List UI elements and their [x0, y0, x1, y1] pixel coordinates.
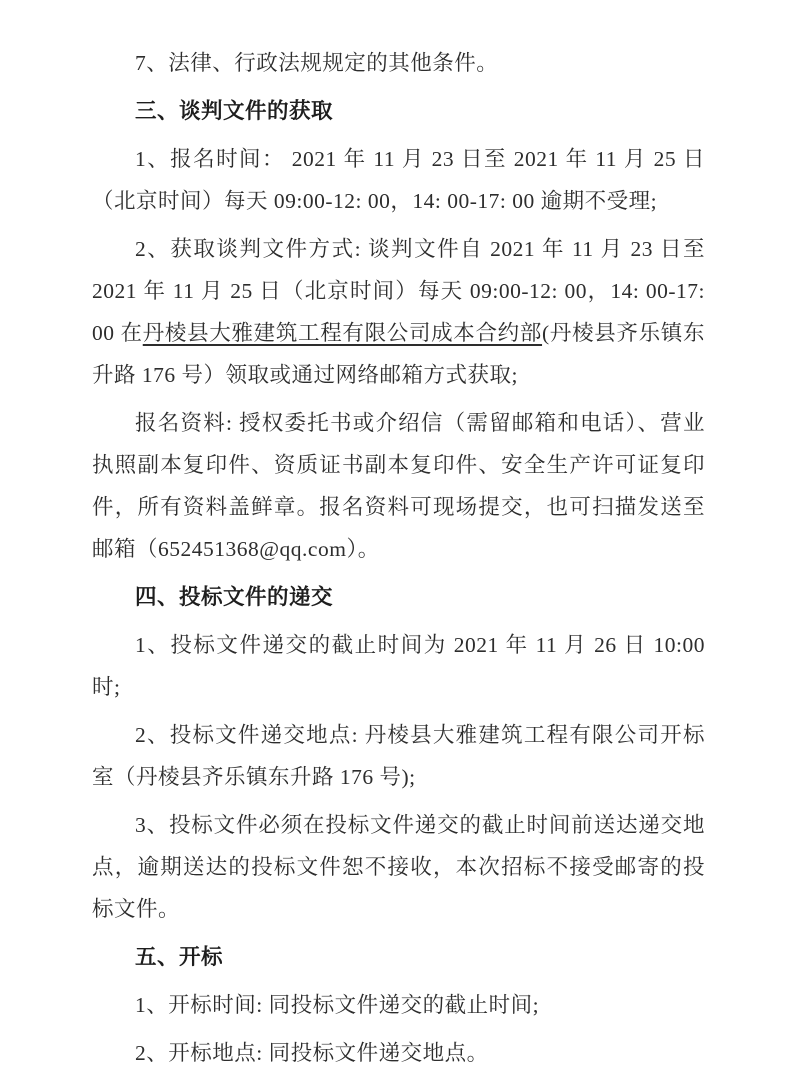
- paragraph-obtain-method: [92, 228, 705, 396]
- paragraph-legal-conditions: 7、法律、行政法规规定的其他条件。: [135, 51, 499, 75]
- paragraph-signup-time: 1、报名时间： 2021 年 11 月 23 日至 2021 年 11 月 25 日（北京时间）每天 09:00-12: 00，14: 00-17: 00 逾期不受理;: [92, 147, 705, 213]
- obtain-method-text-after: (丹棱县齐乐镇东升路 176 号）领取或通过网络邮箱方式获取;: [92, 321, 705, 387]
- paragraph-opening-location: 2、开标地点: 同投标文件递交地点。: [135, 1041, 489, 1065]
- paragraph-opening-time: 1、开标时间: 同投标文件递交的截止时间;: [135, 993, 540, 1017]
- paragraph-submission-deadline: 1、投标文件递交的截止时间为 2021 年 11 月 26 日 10:00 时;: [92, 633, 705, 699]
- section-heading-negotiation-document-obtain: 三、谈判文件的获取: [135, 99, 334, 123]
- section-heading-bid-opening: 五、开标: [135, 945, 224, 969]
- company-department-underlined: 丹棱县大雅建筑工程有限公司成本合约部: [142, 321, 543, 345]
- paragraph-signup-materials: 报名资料: 授权委托书或介绍信（需留邮箱和电话）、营业执照副本复印件、资质证书副本复印件、安全生产许可证复印件，所有资料盖鲜章。报名资料可现场提交，也可扫描发送至邮箱（652451368@qq.com）。: [92, 411, 705, 561]
- obtain-method-text-before: 2、获取谈判文件方式: 谈判文件自 2021 年 11 月 23 日至 2021 年 11 月 25 日（北京时间）每天 09:00-12: 00，14: 00-17: 00 在: [92, 237, 705, 345]
- section-heading-bid-submission: 四、投标文件的递交: [135, 585, 334, 609]
- paragraph-submission-location: 2、投标文件递交地点: 丹棱县大雅建筑工程有限公司开标室（丹棱县齐乐镇东升路 176 号);: [92, 723, 705, 789]
- paragraph-delivery-rule: 3、投标文件必须在投标文件递交的截止时间前送达递交地点，逾期送达的投标文件恕不接收，本次招标不接受邮寄的投标文件。: [92, 813, 705, 921]
